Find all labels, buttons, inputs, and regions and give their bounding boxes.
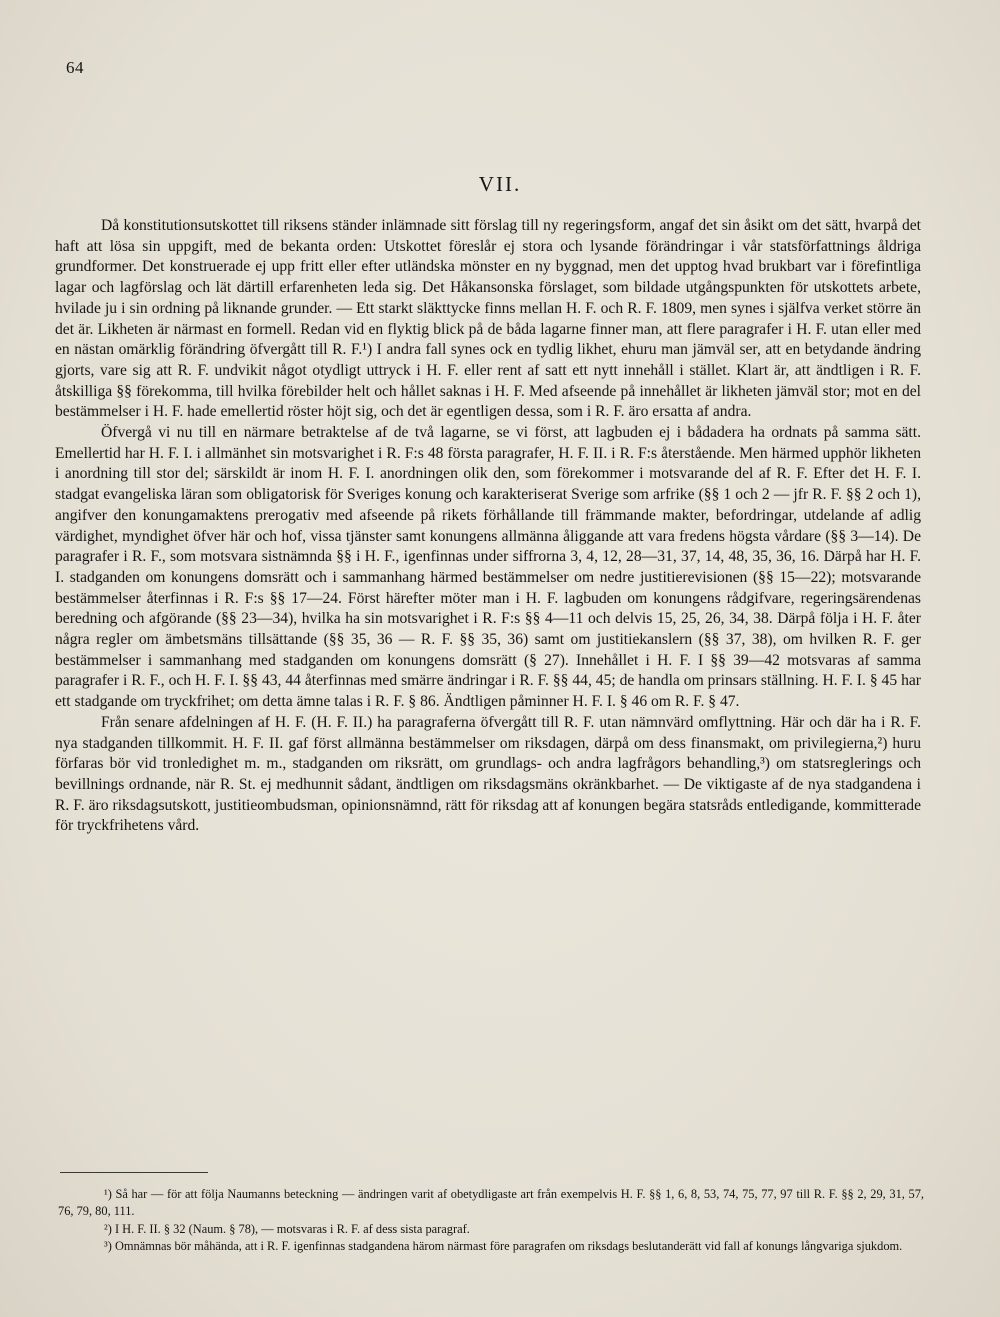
footnote-divider (60, 1172, 208, 1173)
footnote-1: ¹) Så har — för att följa Naumanns beteckning — ändringen varit af obetydligaste art från exempelvis H. F. §§ 1, 6, 8, 53, 74, 75, 77, 97 till R. F. §§ 2, 29, 31, 57, 76, 79, 80, 111. (58, 1187, 924, 1219)
body-text (55, 216, 921, 837)
footnotes (58, 1186, 924, 1255)
footnote-2: ²) I H. F. II. § 32 (Naum. § 78), — motsvaras i R. F. af dess sista paragraf. (104, 1221, 470, 1236)
footnote-3: ³) Omnämnas bör måhända, att i R. F. igenfinnas stadgandena härom närmast före paragrafen om riksdags beslutanderätt vid fall af konungs långvariga sjukdom. (104, 1238, 903, 1253)
page-number: 64 (66, 58, 84, 77)
paragraph-3: Från senare afdelningen af H. F. (H. F. II.) ha paragraferna öfvergått till R. F. utan nämnvärd omflyttning. Här och där ha i R. F. nya stadganden tillkommit. H. F. II. gaf först allmänna bestämmelser om riksdagen, därpå om dess finansmakt, om privilegierna,²) huru förfaras bör vid tronledighet m. m., stadganden om riksrätt, om grundlags- och andra lagfrågors behandling,³) om statsreglerings och bevillnings ordnande, när R. St. ej medhunnit sådant, ändtligen om riksdagsmäns okränkbarhet. — De viktigaste af de nya stadgandena i R. F. äro riksdagsutskott, justitieombudsman, opinionsnämnd, rätt för riksdag att af konungen begära statsråds entledigande, kommitterade för tryckfrihetens vård. (55, 713, 921, 835)
chapter-heading: VII. (478, 172, 522, 196)
paragraph-1: Då konstitutionsutskottet till riksens ständer inlämnade sitt förslag till ny regeringsform, angaf det sin åsikt om det sätt, hvarpå det haft att lösa sin uppgift, med de bekanta orden: Utskottet föreslår ej stora och lysande förändringar i vår statsförfattnings åldriga grundformer. Det konstruerade ej upp fritt eller efter utländska mönster en ny byggnad, men det upptog hvad brukbart var i förefintliga lagar och lagförslag och lät därtill erfarenheten leda sig. Det Håkansonska förslaget, som bildade utgångspunkten för utskottets arbete, hvilade ju i sin ordning på liknande grunder. — Ett starkt släkttycke finns mellan H. F. och R. F. 1809, men synes i själfva verket större än det är. Likheten är närmast en formell. Redan vid en flyktig blick på de båda lagarne finner man, att flere paragrafer i H. F. utan eller med en nästan omärklig förändring öfvergått till R. F.¹) I andra fall synes ock en tydlig likhet, ehuru man jämväl ser, att en betydande ändring gjorts, vare sig att R. F. undvikit något otydligt uttryck i H. F. eller rent af satt ett nytt innehåll i stället. Klart är, att ändtligen i R. F. åtskilliga §§ förekomma, till hvilka förebilder helt och hållet saknas i H. F. Med afseende på innehållet är likheten jämväl stor; mot en del bestämmelser i H. F. hade emellertid röster höjt sig, och det är egentligen dessa, som i R. F. äro ersatta af andra. (55, 217, 921, 421)
paragraph-2: Öfvergå vi nu till en närmare betraktelse af de två lagarne, se vi först, att lagbuden ej i bådadera ha ordnats på samma sätt. Emellertid har H. F. I. i allmänhet sin motsvarighet i R. F:s 48 första paragrafer, H. F. II. i R. F:s återstående. Men härmed upphör likheten i anordning till stor del; särskildt är inom H. F. I. anordningen olik den, som förekommer i motsvarande del af R. F. Efter det H. F. I. stadgat evangeliska läran som obligatorisk för Sveriges konung och karakteriserat Sverige som arfrike (§§ 1 och 2 — jfr R. F. §§ 2 och 1), angifver den konungamaktens prerogativ med afseende på rikets förhållande till främmande makter, befordringar, utdelande af adlig värdighet, myndighet öfver här och hof, vissa tjänster samt konungens allmänna åliggande att vara fredens högsta vårdare (§§ 3—14). De paragrafer i R. F., som motsvara sistnämnda §§ i H. F., igenfinnas under siffrorna 3, 4, 12, 28—31, 37, 14, 48, 35, 36, 16. Därpå har H. F. I. stadganden om konungens domsrätt och i sammanhang härmed bestämmelser om nedre justitierevisionen (§§ 15—22); motsvarande bestämmelser återfinnas i R. F:s §§ 17—24. Först härefter möter man i H. F. lagbuden om konungens rådgifvare, regeringsärendenas beredning och afgörande (§§ 23—34), hvilka ha sin motsvarighet i R. F:s §§ 4—11 och delvis 15, 25, 26, 34, 38. Därpå följa i H. F. åter några regler om ämbetsmäns tillsättande (§§ 35, 36 — R. F. §§ 35, 36) samt om justitiekanslern (§§ 37, 38), om hvilken R. F. ger bestämmelser i sammanhang med stadganden om konungens domsrätt (§ 27). Innehållet i H. F. I §§ 39—42 motsvaras af samma paragrafer i R. F., och H. F. I. §§ 43, 44 återfinnas med smärre ändringar i R. F. §§ 44, 45; de handla om prinsars ställning. H. F. I. § 45 har ett stadgande om tryckfrihet; om detta ämne talas i R. F. § 86. Ändtligen påminner H. F. I. § 46 om R. F. § 47. (55, 424, 921, 711)
